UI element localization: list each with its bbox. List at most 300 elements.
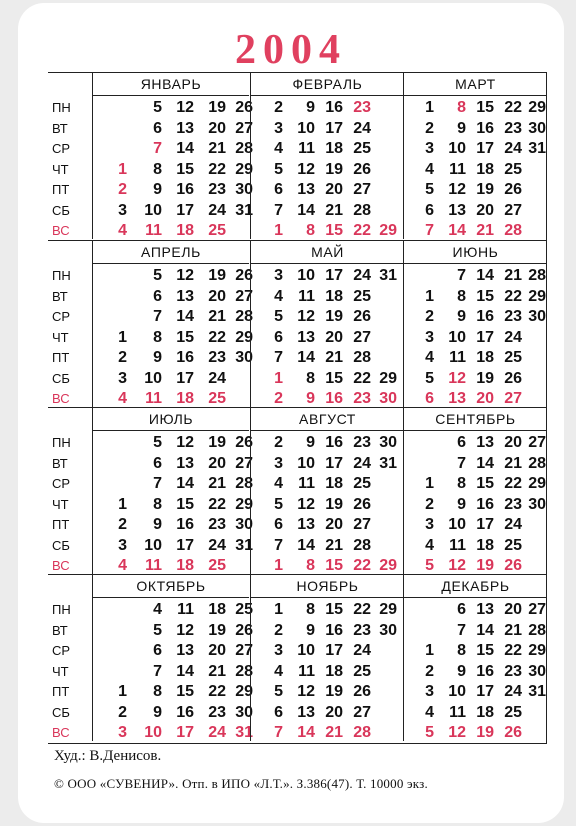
date-cell: 4 (274, 140, 283, 157)
date-cell: 21 (208, 140, 226, 157)
sunday-date: 19 (476, 557, 494, 574)
date-cell: 20 (476, 201, 494, 219)
date-cell: 20 (208, 642, 226, 659)
date-cell: 21 (208, 475, 226, 492)
date-cell: 12 (448, 181, 466, 198)
date-cell: 24 (208, 536, 226, 554)
date-cell: 12 (176, 99, 194, 116)
date-cell: 2 (425, 662, 434, 680)
date-cell: 7 (274, 536, 283, 554)
date-cell: 5 (425, 369, 434, 387)
quarter-row (48, 73, 546, 239)
sunday-date: 30 (379, 390, 397, 407)
sunday-date: 3 (118, 724, 127, 741)
date-cell: 6 (153, 454, 162, 472)
date-cell: 30 (528, 662, 546, 680)
date-cell: 31 (235, 536, 253, 554)
date-cell: 3 (425, 516, 434, 533)
weekday-label: ПН (52, 100, 71, 115)
date-cell: 15 (476, 475, 494, 492)
weekday-label: ВС (52, 223, 70, 238)
date-cell: 14 (297, 349, 315, 366)
date-cell: 4 (425, 536, 434, 554)
sunday-date: 1 (274, 557, 283, 574)
date-cell: 5 (274, 683, 283, 700)
sunday-date: 11 (145, 390, 162, 407)
sunday-date: 17 (176, 724, 194, 741)
weekday-label: СР (52, 141, 71, 156)
date-cell: 26 (353, 495, 371, 513)
sunday-date: 28 (353, 724, 371, 741)
date-cell: 27 (353, 703, 371, 721)
sunday-date: 26 (504, 724, 522, 741)
date-cell: 19 (476, 181, 494, 198)
sunday-date: 28 (504, 222, 522, 239)
quarter-row (48, 407, 546, 574)
date-cell: 25 (353, 662, 371, 680)
date-cell: 12 (297, 495, 315, 513)
date-cell: 18 (476, 536, 494, 554)
date-cell: 28 (528, 621, 546, 639)
date-cell: 21 (325, 201, 343, 219)
sunday-date: 5 (425, 557, 434, 574)
date-cell: 5 (274, 495, 283, 513)
date-cell: 10 (297, 119, 315, 137)
date-cell: 25 (353, 287, 371, 305)
date-cell: 22 (208, 160, 226, 178)
sunday-date: 8 (306, 557, 315, 574)
date-cell: 18 (208, 601, 226, 618)
date-cell: 20 (504, 434, 522, 451)
date-cell: 28 (235, 308, 253, 325)
date-cell: 27 (235, 642, 253, 659)
sunday-date: 7 (425, 222, 434, 239)
date-cell: 10 (144, 369, 162, 387)
weekday-label: СБ (52, 537, 70, 553)
date-cell: 18 (325, 287, 343, 305)
date-cell: 17 (325, 642, 343, 659)
date-cell: 13 (297, 516, 315, 533)
date-cell: 29 (528, 642, 546, 659)
date-cell: 18 (476, 160, 494, 178)
date-cell: 22 (504, 287, 522, 305)
date-cell: 3 (425, 140, 434, 157)
date-cell: 25 (235, 601, 253, 618)
date-cell: 7 (457, 454, 466, 472)
date-cell: 4 (153, 601, 162, 618)
sunday-date: 15 (325, 222, 343, 239)
sunday-date: 12 (448, 557, 466, 574)
copyright-line: © ООО «СУВЕНИР». Отп. в ИПО «Л.Т.». З.386(47). Т. 10000 экз. (54, 776, 428, 791)
sunday-date: 4 (118, 390, 127, 407)
date-cell: 21 (208, 662, 226, 680)
date-cell: 10 (144, 536, 162, 554)
weekday-column (48, 241, 93, 407)
date-cell: 1 (425, 642, 434, 659)
date-cell: 27 (528, 601, 546, 618)
date-cell: 8 (457, 475, 466, 492)
date-cell: 23 (208, 516, 226, 533)
sunday-date: 12 (448, 724, 466, 741)
date-cell: 15 (325, 369, 343, 387)
date-cell: 21 (208, 308, 226, 325)
date-cell: 30 (235, 703, 253, 721)
date-cell: 13 (297, 703, 315, 721)
date-cell: 22 (504, 475, 522, 492)
date-cell: 23 (504, 308, 522, 325)
sunday-date: 22 (353, 557, 371, 574)
date-cell: 1 (274, 601, 283, 618)
date-cell: 17 (176, 369, 194, 387)
date-cell: 22 (208, 495, 226, 513)
date-cell: 16 (176, 349, 194, 366)
date-cell: 14 (176, 140, 194, 157)
month-name: ФЕВРАЛЬ (251, 73, 404, 96)
sunday-date: 10 (144, 724, 162, 741)
date-cell: 23 (353, 621, 371, 639)
date-cell: 17 (325, 267, 343, 284)
weekday-label: СБ (52, 704, 70, 720)
date-cell: 8 (457, 642, 466, 659)
date-cell: 7 (457, 267, 466, 284)
date-cell: 22 (353, 369, 371, 387)
date-cell: 11 (298, 662, 315, 680)
date-cell: 18 (325, 475, 343, 492)
date-cell: 9 (457, 662, 466, 680)
date-cell: 10 (448, 683, 466, 700)
date-cell: 21 (504, 267, 522, 284)
date-cell: 16 (176, 181, 194, 198)
date-cell: 12 (297, 308, 315, 325)
date-cell: 25 (353, 140, 371, 157)
date-cell: 10 (448, 516, 466, 533)
month-name: ИЮНЬ (404, 241, 547, 264)
sunday-date: 29 (379, 222, 397, 239)
month-block (250, 575, 404, 741)
weekday-label: ВС (52, 725, 70, 740)
date-cell: 22 (208, 683, 226, 700)
date-cell: 11 (449, 536, 466, 554)
date-cell: 19 (208, 99, 226, 116)
date-cell: 23 (353, 434, 371, 451)
date-cell: 17 (476, 140, 494, 157)
date-cell: 14 (297, 536, 315, 554)
date-cell: 17 (325, 119, 343, 137)
date-cell: 21 (325, 349, 343, 366)
month-name: СЕНТЯБРЬ (404, 408, 547, 431)
month-block (250, 73, 404, 239)
date-cell: 6 (274, 703, 283, 721)
date-cell: 13 (297, 328, 315, 346)
date-cell: 30 (379, 434, 397, 451)
date-cell: 23 (208, 703, 226, 721)
date-cell: 17 (325, 454, 343, 472)
holiday-date: 1 (274, 369, 283, 387)
month-block (93, 575, 253, 741)
date-cell: 31 (528, 140, 546, 157)
date-cell: 24 (208, 201, 226, 219)
date-cell: 26 (235, 434, 253, 451)
date-cell: 13 (476, 434, 494, 451)
date-cell: 19 (325, 308, 343, 325)
date-cell: 30 (528, 119, 546, 137)
date-cell: 13 (448, 201, 466, 219)
date-cell: 10 (448, 140, 466, 157)
date-cell: 4 (274, 287, 283, 305)
date-cell: 3 (274, 119, 283, 137)
date-cell: 23 (208, 181, 226, 198)
date-cell: 20 (325, 516, 343, 533)
date-cell: 26 (504, 369, 522, 387)
date-cell: 15 (176, 683, 194, 700)
date-cell: 26 (235, 267, 253, 284)
date-cell: 5 (153, 99, 162, 116)
date-cell: 4 (425, 703, 434, 721)
date-cell: 16 (176, 703, 194, 721)
date-cell: 29 (528, 99, 546, 116)
sunday-date: 7 (274, 724, 283, 741)
date-cell: 22 (504, 642, 522, 659)
weekday-label: ВТ (52, 455, 68, 471)
weekday-label: ВТ (52, 288, 68, 304)
month-name: МАЙ (251, 241, 404, 264)
sunday-date: 25 (208, 222, 226, 239)
date-cell: 11 (177, 601, 194, 618)
date-cell: 24 (208, 369, 226, 387)
date-cell: 29 (528, 475, 546, 492)
date-cell: 11 (298, 287, 315, 305)
date-cell: 13 (176, 287, 194, 305)
sunday-date: 23 (353, 390, 371, 407)
date-cell: 2 (425, 495, 434, 513)
date-cell: 3 (274, 642, 283, 659)
sunday-date: 27 (504, 390, 522, 407)
date-cell: 9 (153, 181, 162, 198)
date-cell: 27 (235, 454, 253, 472)
weekday-label: СР (52, 309, 71, 324)
date-cell: 10 (297, 454, 315, 472)
date-cell: 17 (476, 683, 494, 700)
date-cell: 16 (325, 434, 343, 451)
date-cell: 19 (325, 495, 343, 513)
date-cell: 5 (274, 308, 283, 325)
month-name: ЯНВАРЬ (93, 73, 249, 96)
date-cell: 5 (153, 434, 162, 451)
date-cell: 11 (298, 140, 315, 157)
month-name: МАРТ (404, 73, 547, 96)
date-cell: 1 (425, 287, 434, 305)
date-cell: 14 (297, 201, 315, 219)
date-cell: 24 (504, 140, 522, 157)
date-cell: 28 (353, 536, 371, 554)
sunday-date: 5 (425, 724, 434, 741)
date-cell: 2 (118, 516, 127, 533)
date-cell: 28 (353, 201, 371, 219)
date-cell: 27 (353, 328, 371, 346)
quarter-row (48, 240, 546, 407)
date-cell: 26 (353, 308, 371, 325)
date-cell: 9 (457, 119, 466, 137)
date-cell: 11 (449, 703, 466, 721)
weekday-label: СБ (52, 202, 70, 218)
date-cell: 14 (176, 475, 194, 492)
date-cell: 20 (208, 454, 226, 472)
weekday-label: ВТ (52, 622, 68, 638)
date-cell: 7 (457, 621, 466, 639)
date-cell: 8 (457, 287, 466, 305)
calendar-card (18, 3, 564, 823)
date-cell: 6 (153, 119, 162, 137)
date-cell: 20 (504, 601, 522, 618)
date-cell: 10 (297, 267, 315, 284)
date-cell: 20 (325, 181, 343, 198)
calendar-grid (48, 72, 547, 744)
date-cell: 12 (176, 621, 194, 639)
sunday-date: 22 (353, 222, 371, 239)
date-cell: 9 (153, 516, 162, 533)
date-cell: 3 (274, 454, 283, 472)
date-cell: 15 (476, 642, 494, 659)
date-cell: 25 (504, 703, 522, 721)
date-cell: 20 (208, 119, 226, 137)
date-cell: 2 (274, 99, 283, 116)
date-cell: 2 (274, 621, 283, 639)
date-cell: 6 (274, 516, 283, 533)
date-cell: 12 (176, 434, 194, 451)
date-cell: 12 (176, 267, 194, 284)
date-cell: 14 (176, 308, 194, 325)
date-cell: 8 (306, 369, 315, 387)
sunday-date: 21 (476, 222, 494, 239)
date-cell: 26 (235, 621, 253, 639)
date-cell: 3 (274, 267, 283, 284)
date-cell: 25 (353, 475, 371, 492)
date-cell: 29 (235, 328, 253, 346)
weekday-label: ПН (52, 435, 71, 450)
date-cell: 6 (274, 181, 283, 198)
holiday-date: 23 (353, 99, 371, 116)
date-cell: 26 (353, 683, 371, 700)
holiday-date: 12 (448, 369, 466, 387)
sunday-date: 26 (504, 557, 522, 574)
date-cell: 22 (208, 328, 226, 346)
date-cell: 17 (176, 201, 194, 219)
date-cell: 7 (153, 308, 162, 325)
date-cell: 18 (476, 349, 494, 366)
date-cell: 13 (297, 181, 315, 198)
date-cell: 30 (235, 349, 253, 366)
month-block (93, 241, 253, 407)
sunday-date: 19 (476, 724, 494, 741)
date-cell: 13 (476, 601, 494, 618)
weekday-label: СБ (52, 370, 70, 386)
date-cell: 28 (235, 475, 253, 492)
date-cell: 10 (448, 328, 466, 346)
date-cell: 6 (457, 434, 466, 451)
date-cell: 27 (235, 119, 253, 137)
year-title: 2004 (235, 27, 347, 73)
date-cell: 9 (153, 349, 162, 366)
date-cell: 16 (476, 662, 494, 680)
date-cell: 1 (118, 495, 127, 513)
date-cell: 17 (476, 328, 494, 346)
date-cell: 3 (425, 328, 434, 346)
date-cell: 24 (504, 516, 522, 533)
date-cell: 12 (297, 683, 315, 700)
date-cell: 3 (118, 536, 127, 554)
date-cell: 7 (153, 662, 162, 680)
date-cell: 21 (325, 536, 343, 554)
sunday-date: 8 (306, 222, 315, 239)
date-cell: 4 (274, 662, 283, 680)
date-cell: 18 (325, 140, 343, 157)
date-cell: 31 (379, 454, 397, 472)
weekday-label: ПН (52, 602, 71, 617)
date-cell: 29 (379, 601, 397, 618)
date-cell: 15 (176, 495, 194, 513)
date-cell: 4 (425, 160, 434, 178)
date-cell: 8 (153, 160, 162, 178)
date-cell: 5 (425, 181, 434, 198)
weekday-label: ЧТ (52, 496, 69, 512)
date-cell: 26 (235, 99, 253, 116)
date-cell: 9 (306, 434, 315, 451)
date-cell: 30 (379, 621, 397, 639)
date-cell: 3 (118, 201, 127, 219)
date-cell: 28 (353, 349, 371, 366)
date-cell: 2 (425, 308, 434, 325)
date-cell: 31 (528, 683, 546, 700)
sunday-date: 11 (145, 557, 162, 574)
month-name: ИЮЛЬ (93, 408, 249, 431)
sunday-date: 18 (176, 557, 194, 574)
date-cell: 10 (297, 642, 315, 659)
sunday-date: 14 (297, 724, 315, 741)
date-cell: 30 (235, 516, 253, 533)
date-cell: 29 (235, 160, 253, 178)
sunday-date: 4 (118, 557, 127, 574)
date-cell: 19 (208, 434, 226, 451)
date-cell: 7 (153, 475, 162, 492)
weekday-label: ЧТ (52, 663, 69, 679)
holiday-date: 7 (153, 140, 162, 157)
sunday-date: 2 (274, 390, 283, 407)
holiday-date: 2 (118, 181, 127, 198)
date-cell: 5 (153, 267, 162, 284)
holiday-date: 1 (118, 160, 127, 178)
date-cell: 16 (325, 621, 343, 639)
date-cell: 14 (476, 454, 494, 472)
date-cell: 26 (504, 181, 522, 198)
date-cell: 30 (235, 181, 253, 198)
date-cell: 19 (325, 683, 343, 700)
date-cell: 13 (176, 642, 194, 659)
sunday-date: 18 (176, 222, 194, 239)
date-cell: 22 (353, 601, 371, 618)
date-cell: 12 (297, 160, 315, 178)
date-cell: 23 (504, 119, 522, 137)
month-block (403, 241, 547, 407)
date-cell: 9 (457, 308, 466, 325)
quarter-row (48, 574, 546, 741)
weekday-label: ЧТ (52, 161, 69, 177)
date-cell: 15 (176, 328, 194, 346)
weekday-column (48, 73, 93, 239)
date-cell: 27 (353, 181, 371, 198)
date-cell: 18 (325, 662, 343, 680)
weekday-label: ЧТ (52, 329, 69, 345)
date-cell: 9 (306, 621, 315, 639)
